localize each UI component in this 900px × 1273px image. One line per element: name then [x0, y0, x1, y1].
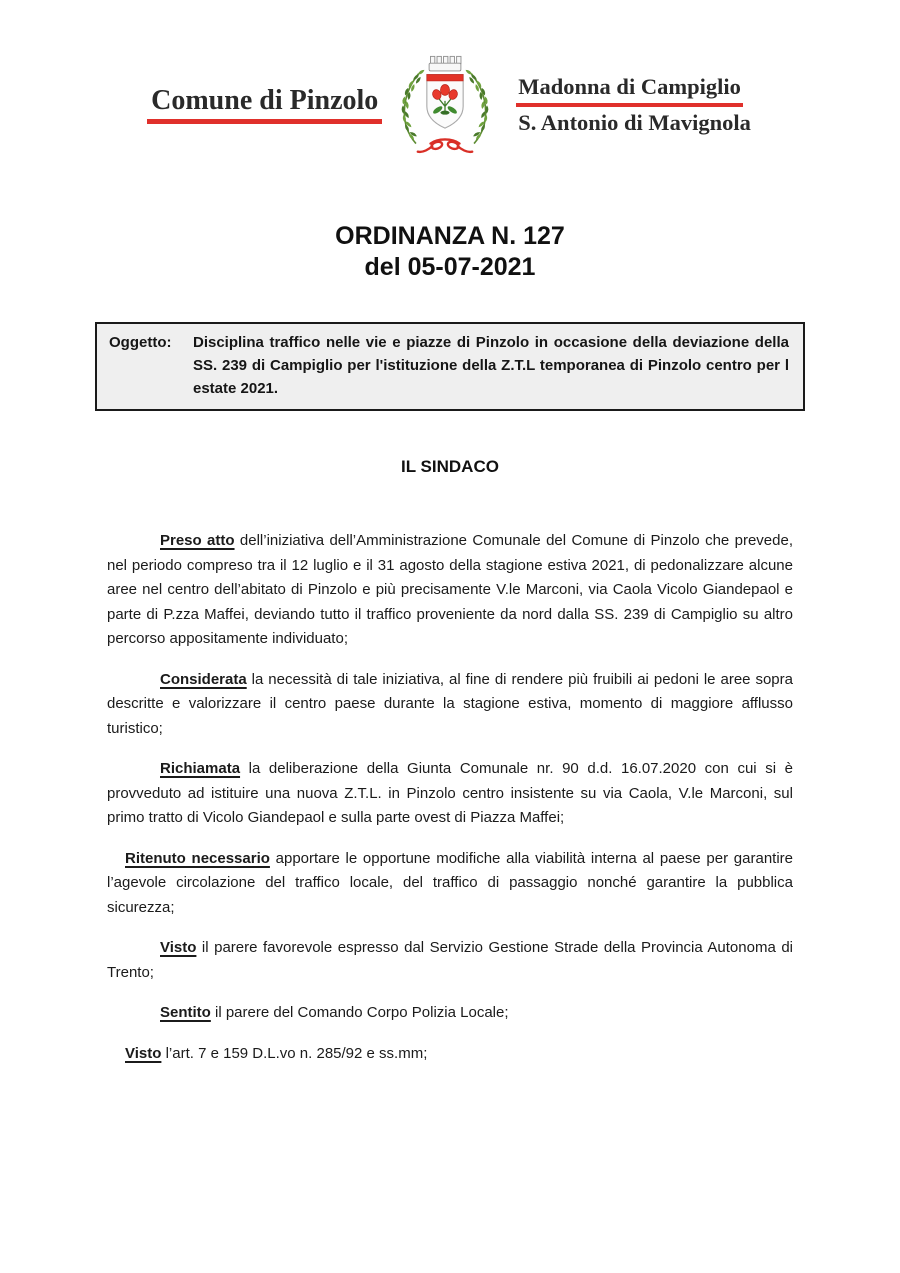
- paragraph-visto-provincia: [107, 936, 793, 985]
- subject-label: Oggetto:: [109, 334, 172, 351]
- paragraph-richiamata: [107, 757, 793, 831]
- paragraph-text: il parere del Comando Corpo Polizia Locale;: [210, 1004, 509, 1021]
- paragraph-text: il parere favorevole espresso dal Servizio Gestione Strade della Provincia Autonoma di Trento;: [107, 939, 793, 981]
- paragraph-preso-atto: [107, 529, 793, 652]
- paragraph-lead: Considerata: [160, 670, 247, 688]
- document-title: [0, 221, 900, 283]
- crown-icon: [429, 56, 461, 71]
- paragraph-lead: Preso atto: [160, 532, 235, 549]
- ordinance-date: del 05-07-2021: [364, 253, 536, 281]
- paragraph-text: apportare le opportune modifiche alla viabilità interna al paese per garantire l’agevole circolazione del traffico locale, del traffico di passaggio nonché garantire la pubblica sicurezza;: [107, 849, 793, 916]
- paragraph-ritenuto-necessario: [107, 847, 793, 921]
- paragraph-text: la necessità di tale iniziativa, al fine di rendere più fruibili ai pedoni le aree sopra descritte e valorizzare il centro paese durante la stagione estiva, momento di maggiore afflusso turistico;: [107, 670, 793, 737]
- laurel-branch-icon: [402, 69, 426, 144]
- document-header: [0, 0, 900, 159]
- coat-of-arms-icon: [386, 50, 504, 159]
- ribbon-icon: [418, 139, 472, 151]
- section-heading: IL SINDACO: [401, 457, 499, 476]
- locality-line2: S. Antonio di Mavignola: [518, 109, 751, 135]
- subject-box: [95, 322, 805, 411]
- paragraph-text: la deliberazione della Giunta Comunale nr. 90 d.d. 16.07.2020 con cui si è provveduto ad istituire una nuova Z.T.L. in Pinzolo centro insistente su via Caola, V.le Marconi, sul primo tratto di Vicolo Giandepaol e sulla parte ovest di Piazza Maffei;: [107, 760, 793, 826]
- paragraph-lead: Richiamata: [160, 760, 241, 777]
- document-body: [107, 529, 793, 1066]
- paragraph-lead: Visto: [160, 939, 197, 956]
- paragraph-lead: Ritenuto necessario: [125, 849, 270, 867]
- ordinance-number: ORDINANZA N. 127: [335, 222, 565, 250]
- paragraph-text: dell’iniziativa dell’Amministrazione Comunale del Comune di Pinzolo che prevede, nel periodo compreso tra il 12 luglio e il 31 agosto della stagione estiva 2021, di pedonalizzare alcune aree nel centro dell’abitato di Pinzolo e più precisamente V.le Marconi, via Caola Vicolo Giandepaol e parte di P.zza Maffei, deviando tutto il traffico proveniente da nord dalla SS. 239 di Campiglio su altro percorso appositamente individuato;: [107, 532, 793, 647]
- subject-text: Disciplina traffico nelle vie e piazze di Pinzolo in occasione della deviazione della SS. 239 di Campiglio per l'istituzione della Z.T.L temporanea di Pinzolo centro per l estate 2021.: [193, 334, 789, 397]
- paragraph-visto-codice-strada: [107, 1042, 793, 1067]
- municipality-name: Comune di Pinzolo: [147, 85, 382, 124]
- paragraph-lead: Visto: [125, 1044, 162, 1062]
- locality-line1: Madonna di Campiglio: [516, 74, 743, 107]
- locality-names: [516, 74, 753, 136]
- paragraph-considerata: [107, 668, 793, 742]
- paragraph-text: l’art. 7 e 159 D.L.vo n. 285/92 e ss.mm;: [161, 1044, 428, 1062]
- paragraph-lead: Sentito: [160, 1004, 211, 1021]
- paragraph-sentito: [107, 1001, 793, 1026]
